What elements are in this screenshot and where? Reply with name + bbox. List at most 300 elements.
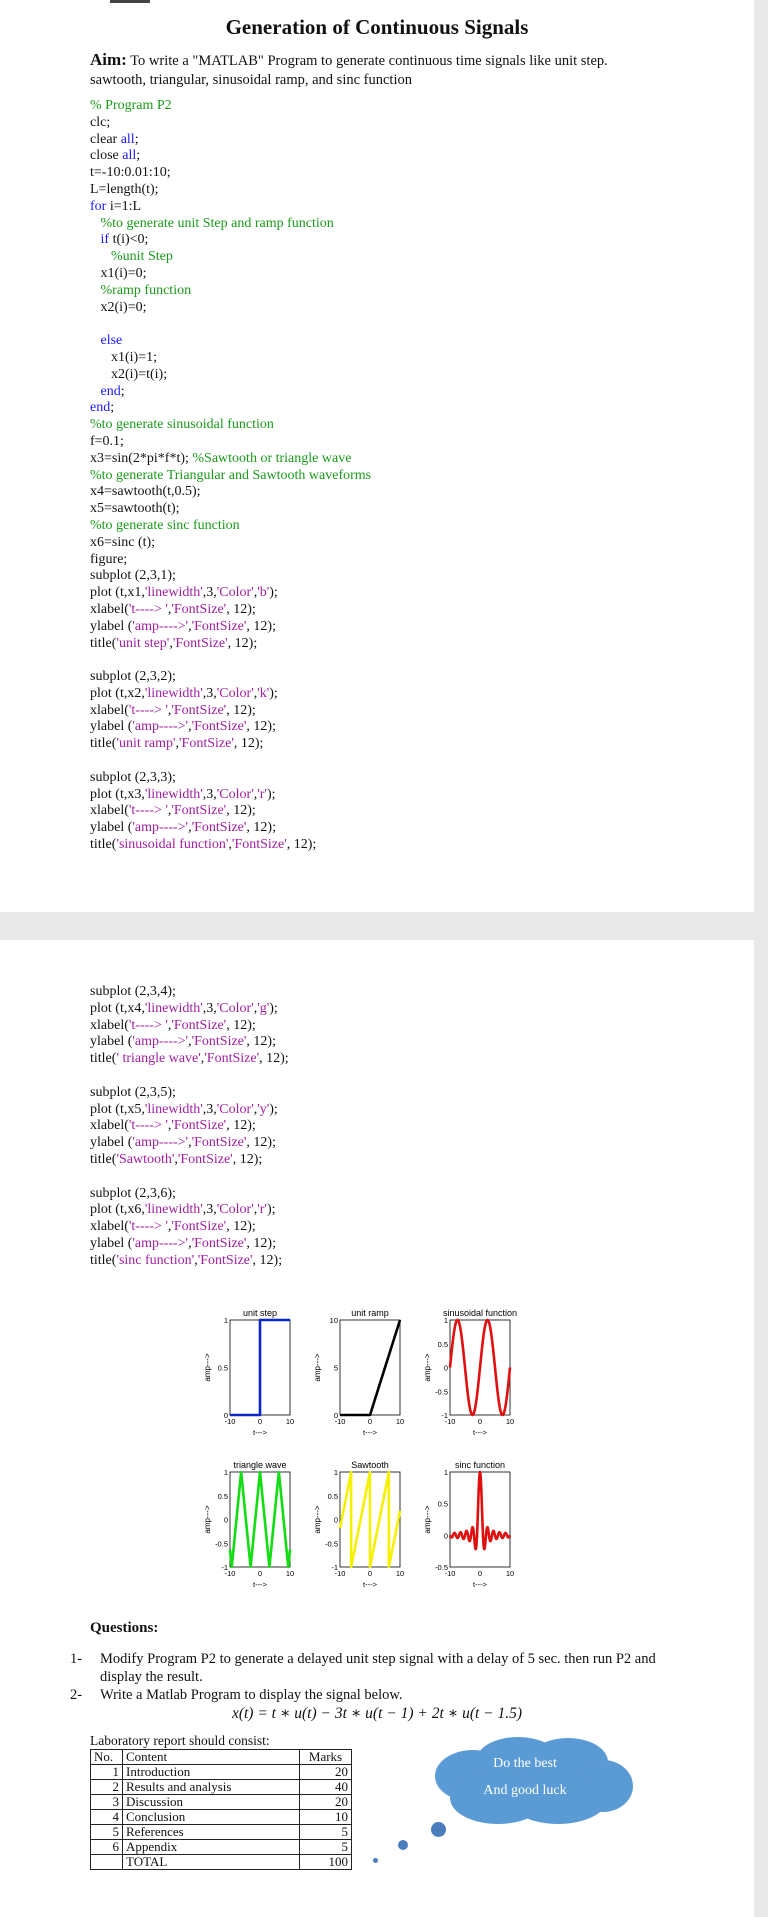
code-string: 'FontSize' <box>191 1135 247 1151</box>
y-tick-label: 1 <box>443 1468 448 1477</box>
code-line <box>90 619 371 636</box>
code-text: x6=sinc (t); <box>90 534 156 550</box>
code-line <box>90 803 371 820</box>
aim-text-2: sawtooth, triangular, sinusoidal ramp, and sinc function <box>90 72 412 88</box>
code-string: 'r' <box>257 1202 267 1218</box>
code-text: ylabel ( <box>90 1235 133 1251</box>
code-line <box>90 367 371 384</box>
code-comment: %to generate Triangular and Sawtooth waveforms <box>90 467 372 483</box>
code-text: , <box>174 1151 178 1167</box>
code-string: 'FontSize' <box>191 719 247 735</box>
code-text: , 12); <box>226 601 256 617</box>
code-line <box>90 484 371 501</box>
table-header-cell: Content <box>123 1750 300 1765</box>
code-text: subplot (2,3,2); <box>90 669 176 685</box>
code-text: x5=sawtooth(t); <box>90 501 180 517</box>
code-text: , <box>194 1252 198 1268</box>
code-string: 'FontSize' <box>171 601 227 617</box>
question-number: 2- <box>70 1687 83 1703</box>
y-tick-label: -0.5 <box>215 1539 228 1549</box>
cloud-tail-dot-large <box>431 1822 446 1837</box>
code-text: , 12); <box>259 1051 289 1067</box>
report-caption: Laboratory report should consist: <box>90 1733 270 1748</box>
cloud-tail-dot-medium <box>398 1840 408 1850</box>
code-string: 'amp---->' <box>132 618 189 634</box>
code-text: plot (t,x6, <box>90 1202 145 1218</box>
code-string: 'FontSize' <box>171 1017 227 1033</box>
y-tick-label: 0 <box>443 1531 448 1541</box>
table-row <box>91 1765 352 1780</box>
code-string: 't----> ' <box>128 1017 168 1033</box>
x-tick-label: -10 <box>224 1417 236 1426</box>
table-row <box>91 1795 352 1810</box>
code-text: , <box>167 1118 172 1134</box>
code-text: t=-10:0.01:10; <box>90 165 171 181</box>
code-keyword: else <box>100 333 123 349</box>
code-text: , 12); <box>246 820 276 836</box>
code-line <box>90 468 371 485</box>
code-line <box>90 719 371 736</box>
subplot-title: Sawtooth <box>351 1460 389 1470</box>
code-line <box>90 384 371 401</box>
y-axis-label: amp---> <box>423 1353 432 1382</box>
code-line <box>90 232 371 249</box>
cropped-heading-fragment <box>110 0 150 3</box>
code-line <box>90 1118 289 1135</box>
y-axis-label: amp---> <box>203 1505 212 1534</box>
code-text: ; <box>136 148 141 164</box>
code-text: title( <box>90 1151 117 1167</box>
signal-formula: x(t) = t ∗ u(t) − 3t ∗ u(t − 1) + 2t ∗ u(t − 1.5) <box>231 1705 523 1722</box>
code-line <box>90 98 371 115</box>
code-line <box>90 501 371 518</box>
code-text <box>90 216 101 231</box>
code-comment: %ramp function <box>100 282 192 298</box>
x-tick-label: 0 <box>257 1569 263 1578</box>
code-line <box>90 316 371 333</box>
code-line <box>90 518 371 535</box>
document-title: Generation of Continuous Signals <box>225 15 529 39</box>
code-text: , <box>188 1135 192 1151</box>
code-keyword: end <box>100 383 121 399</box>
code-line <box>90 1085 289 1102</box>
code-text: , 12); <box>226 1219 256 1235</box>
code-string: 't----> ' <box>128 601 168 617</box>
matlab-figure <box>200 1300 570 1600</box>
table-cell: 2 <box>91 1780 123 1795</box>
code-text: xlabel( <box>90 601 129 617</box>
code-string: 'amp---->' <box>132 1034 189 1050</box>
code-text: ,3, <box>202 1101 217 1117</box>
subplot-axes-box <box>340 1320 400 1415</box>
code-text: , <box>169 635 173 651</box>
code-string: 'FontSize' <box>231 837 287 853</box>
code-line <box>90 770 371 787</box>
code-text: x2(i)=t(i); <box>90 366 168 382</box>
subplot-title: sinusoidal function <box>442 1308 518 1318</box>
code-string: 'Color' <box>216 685 254 701</box>
code-string: 'FontSize' <box>191 1034 247 1050</box>
code-text: , 12); <box>226 1017 256 1033</box>
code-line <box>90 199 371 216</box>
table-cell: Results and analysis <box>123 1780 300 1795</box>
code-text: subplot (2,3,6); <box>90 1185 176 1201</box>
code-text: ylabel ( <box>90 1135 133 1151</box>
code-text: , 12); <box>246 1034 276 1050</box>
table-row <box>91 1810 352 1825</box>
table-row <box>91 1855 352 1870</box>
x-tick-label: -10 <box>334 1417 346 1426</box>
aim-text-1: To write a "MATLAB" Program to generate continuous time signals like unit step. <box>130 53 608 69</box>
code-text: , <box>175 736 180 752</box>
question-number: 1- <box>70 1651 83 1667</box>
code-line <box>90 1102 289 1119</box>
code-line <box>90 300 371 317</box>
cloud-callout <box>433 1736 633 1826</box>
code-line <box>90 1202 289 1219</box>
code-line <box>90 350 371 367</box>
y-axis-label: amp---> <box>313 1505 322 1534</box>
code-string: 'FontSize' <box>171 1118 227 1134</box>
table-cell: 5 <box>300 1840 352 1855</box>
code-line <box>90 1169 289 1186</box>
code-string: 'FontSize' <box>179 736 234 752</box>
code-string: 'sinc function' <box>116 1252 195 1268</box>
code-text: plot (t,x5, <box>90 1101 145 1117</box>
y-tick-label: 0.5 <box>437 1339 448 1349</box>
y-tick-label: 0 <box>333 1411 338 1420</box>
y-tick-label: -0.5 <box>435 1387 448 1397</box>
code-text: x3=sin(2*pi*f*t); <box>90 450 193 466</box>
x-tick-label: 10 <box>395 1569 405 1578</box>
x-tick-label: -10 <box>444 1417 456 1426</box>
y-axis-label: amp---> <box>203 1353 212 1382</box>
code-line <box>90 451 371 468</box>
table-cell: 100 <box>300 1855 352 1870</box>
x-tick-label: 0 <box>477 1417 483 1426</box>
table-header-cell: Marks <box>300 1750 352 1765</box>
code-line <box>90 1152 289 1169</box>
table-cell <box>91 1855 123 1870</box>
code-text: , <box>253 1101 258 1117</box>
code-text: ); <box>269 1000 278 1016</box>
code-line <box>90 1051 289 1068</box>
aim-label: Aim: <box>90 50 127 69</box>
code-line <box>90 636 371 653</box>
code-text: x4=sawtooth(t,0.5); <box>90 484 201 500</box>
code-line <box>90 703 371 720</box>
code-string: 'k' <box>257 685 270 701</box>
code-text: x1(i)=0; <box>90 265 147 281</box>
code-keyword: all <box>122 148 137 164</box>
code-text: xlabel( <box>90 1219 129 1235</box>
code-text: ,3, <box>202 685 217 701</box>
x-tick-label: 10 <box>505 1417 515 1426</box>
code-string: 'linewidth' <box>144 1000 203 1016</box>
code-text: ; <box>110 400 115 416</box>
code-string: 't----> ' <box>128 1219 168 1235</box>
code-line <box>90 820 371 837</box>
cloud-text-line-2: And good luck <box>483 1783 567 1798</box>
aim-paragraph <box>90 50 690 90</box>
x-axis-label: t---> <box>363 1580 377 1589</box>
code-line <box>90 1135 289 1152</box>
code-line <box>90 669 371 686</box>
code-line <box>90 585 371 602</box>
subplot-title: unit step <box>242 1308 278 1318</box>
code-text: clc; <box>90 114 111 130</box>
x-tick-label: 0 <box>367 1417 373 1426</box>
code-line <box>90 333 371 350</box>
code-text: , <box>167 702 172 718</box>
code-string: 'linewidth' <box>144 786 203 802</box>
code-string: ' triangle wave' <box>116 1051 201 1067</box>
y-tick-label: -0.5 <box>435 1563 448 1572</box>
code-line <box>90 148 371 165</box>
code-keyword: end <box>90 400 111 416</box>
table-cell: 5 <box>91 1825 123 1840</box>
code-text: ); <box>266 786 276 802</box>
table-cell: Introduction <box>123 1765 300 1780</box>
code-text: ,3, <box>202 1202 217 1218</box>
code-text: ; <box>134 131 139 147</box>
code-text: plot (t,x3, <box>90 786 145 802</box>
code-string: 'amp---->' <box>132 1135 189 1151</box>
code-text: subplot (2,3,3); <box>90 769 176 785</box>
question-text: Write a Matlab Program to display the signal below. <box>100 1687 403 1703</box>
code-text: x2(i)=0; <box>90 299 147 315</box>
code-text: i=1:L <box>109 198 142 214</box>
table-cell: 4 <box>91 1810 123 1825</box>
y-tick-label: 1 <box>443 1316 448 1325</box>
table-cell: 3 <box>91 1795 123 1810</box>
code-line <box>90 1034 289 1051</box>
code-line <box>90 1219 289 1236</box>
code-text: ); <box>269 685 278 701</box>
code-text: L=length(t); <box>90 181 159 197</box>
table-cell: Conclusion <box>123 1810 300 1825</box>
code-string: 'linewidth' <box>144 685 203 701</box>
table-cell: Appendix <box>123 1840 300 1855</box>
code-text: , <box>228 837 232 853</box>
code-line <box>90 283 371 300</box>
code-text: , 12); <box>232 1151 263 1167</box>
code-comment: %to generate unit Step and ramp function <box>100 215 334 231</box>
table-header-row <box>91 1750 352 1765</box>
code-text: xlabel( <box>90 1017 129 1033</box>
code-string: 'y' <box>257 1101 270 1117</box>
code-text: ; <box>120 383 125 399</box>
code-text: plot (t,x1, <box>90 585 145 601</box>
table-row <box>91 1840 352 1855</box>
x-tick-label: 0 <box>477 1569 483 1578</box>
code-text: , <box>253 585 258 601</box>
code-text: title( <box>90 837 117 853</box>
cloud-text-line-1: Do the best <box>493 1756 557 1771</box>
code-string: 'amp---->' <box>132 1235 189 1251</box>
code-string: 'FontSize' <box>197 1252 253 1268</box>
code-string: 't----> ' <box>128 803 168 819</box>
code-line <box>90 535 371 552</box>
code-string: 'unit step' <box>116 635 170 651</box>
code-comment: %Sawtooth or triangle wave <box>192 450 352 466</box>
y-tick-label: 1 <box>223 1468 228 1477</box>
code-text: , 12); <box>233 736 264 752</box>
code-comment: %to generate sinc function <box>90 517 240 533</box>
code-text: ylabel ( <box>90 719 133 735</box>
code-string: 'Color' <box>216 1202 254 1218</box>
code-line <box>90 266 371 283</box>
code-line <box>90 787 371 804</box>
code-text: , <box>188 618 192 634</box>
y-tick-label: -1 <box>331 1563 338 1572</box>
code-string: 't----> ' <box>128 1118 168 1134</box>
table-cell: 6 <box>91 1840 123 1855</box>
code-string: 'FontSize' <box>171 702 227 718</box>
code-text: , 12); <box>226 702 256 718</box>
code-string: 'Color' <box>216 1101 254 1117</box>
x-axis-label: t---> <box>363 1428 377 1437</box>
code-keyword: for <box>90 198 110 214</box>
code-string: 'FontSize' <box>171 803 227 819</box>
code-string: 'FontSize' <box>171 1219 227 1235</box>
code-text: ylabel ( <box>90 820 133 836</box>
code-text: close <box>90 148 123 164</box>
code-string: 'unit ramp' <box>116 736 176 752</box>
code-comment: %unit Step <box>111 249 173 265</box>
code-line <box>90 1186 289 1203</box>
code-string: 'b' <box>257 585 270 601</box>
code-text: plot (t,x2, <box>90 685 145 701</box>
code-text: x1(i)=1; <box>90 349 157 365</box>
code-line <box>90 753 371 770</box>
code-line <box>90 837 371 854</box>
y-tick-label: 1 <box>223 1316 228 1325</box>
code-comment: % Program P2 <box>90 98 172 113</box>
code-text: , <box>253 1202 258 1218</box>
code-keyword: if <box>100 232 113 248</box>
table-row <box>91 1780 352 1795</box>
code-text: title( <box>90 736 117 752</box>
subplot-title: sinc function <box>454 1460 506 1470</box>
x-tick-label: -10 <box>224 1569 236 1578</box>
code-string: 'FontSize' <box>191 618 247 634</box>
x-tick-label: 10 <box>395 1417 405 1426</box>
y-tick-label: 0 <box>223 1411 228 1420</box>
x-tick-label: -10 <box>444 1569 456 1578</box>
x-tick-label: 0 <box>257 1417 263 1426</box>
code-text: , <box>167 803 172 819</box>
code-string: 'amp---->' <box>132 820 189 836</box>
code-line <box>90 417 371 434</box>
code-text: figure; <box>90 551 128 567</box>
questions-heading: Questions: <box>90 1620 159 1636</box>
code-text: f=0.1; <box>90 433 124 449</box>
code-string: 'amp---->' <box>132 719 189 735</box>
code-text <box>90 333 101 348</box>
y-tick-label: -1 <box>221 1563 228 1572</box>
code-text: , 12); <box>246 618 276 634</box>
code-text: , <box>200 1051 205 1067</box>
code-text: ,3, <box>202 1000 217 1016</box>
y-tick-label: 0.5 <box>327 1491 338 1501</box>
x-tick-label: 0 <box>367 1569 373 1578</box>
code-text: title( <box>90 1252 117 1268</box>
code-string: 'FontSize' <box>172 635 228 651</box>
page-1 <box>0 0 754 912</box>
y-tick-label: 0 <box>333 1515 338 1525</box>
code-text: xlabel( <box>90 702 129 718</box>
y-tick-label: 10 <box>329 1316 338 1325</box>
code-text: ); <box>266 1202 276 1218</box>
y-tick-label: -0.5 <box>325 1539 338 1549</box>
code-text: title( <box>90 635 117 651</box>
subplot-title: unit ramp <box>351 1308 389 1318</box>
code-text: , <box>167 601 172 617</box>
table-cell: TOTAL <box>123 1855 300 1870</box>
x-tick-label: -10 <box>334 1569 346 1578</box>
y-axis-label: amp---> <box>313 1353 322 1382</box>
code-listing-page-1 <box>90 98 371 854</box>
code-text: , <box>253 1000 258 1016</box>
code-text: clear <box>90 131 121 147</box>
code-text: ylabel ( <box>90 618 133 634</box>
code-text: , 12); <box>226 803 256 819</box>
code-line <box>90 434 371 451</box>
code-line <box>90 249 371 266</box>
y-tick-label: 0.5 <box>217 1363 228 1373</box>
code-line <box>90 115 371 132</box>
code-text <box>90 232 101 247</box>
question-text: Modify Program P2 to generate a delayed unit step signal with a delay of 5 sec. then run P2 and display the result. <box>100 1651 656 1685</box>
code-text: xlabel( <box>90 803 129 819</box>
y-tick-label: 0 <box>443 1363 448 1373</box>
code-string: 't----> ' <box>128 702 168 718</box>
code-line <box>90 1068 289 1085</box>
y-tick-label: 5 <box>333 1363 338 1373</box>
code-string: 'FontSize' <box>191 820 247 836</box>
code-line <box>90 1018 289 1035</box>
y-tick-label: 0.5 <box>437 1499 448 1509</box>
code-text: subplot (2,3,5); <box>90 1084 176 1100</box>
code-text: , <box>188 1034 192 1050</box>
code-text: , <box>253 786 258 802</box>
y-tick-label: 0.5 <box>217 1491 228 1501</box>
code-line <box>90 568 371 585</box>
code-line <box>90 602 371 619</box>
table-cell: 20 <box>300 1795 352 1810</box>
code-string: 'linewidth' <box>144 585 203 601</box>
code-string: 'sinusoidal function' <box>116 837 229 853</box>
code-text: , 12); <box>252 1252 283 1268</box>
code-text: xlabel( <box>90 1118 129 1134</box>
code-line <box>90 1253 289 1270</box>
code-text: , 12); <box>286 837 317 853</box>
code-text: , <box>188 1235 192 1251</box>
subplot-title: triangle wave <box>233 1460 287 1470</box>
code-line <box>90 686 371 703</box>
code-text <box>90 384 101 399</box>
code-text: , 12); <box>226 1118 256 1134</box>
code-text: t(i)<0; <box>112 232 149 248</box>
x-axis-label: t---> <box>473 1580 487 1589</box>
report-table <box>90 1749 352 1870</box>
code-text: title( <box>90 1051 117 1067</box>
x-axis-label: t---> <box>253 1428 267 1437</box>
code-text: ylabel ( <box>90 1034 133 1050</box>
code-text: ); <box>269 585 278 601</box>
table-cell: 40 <box>300 1780 352 1795</box>
